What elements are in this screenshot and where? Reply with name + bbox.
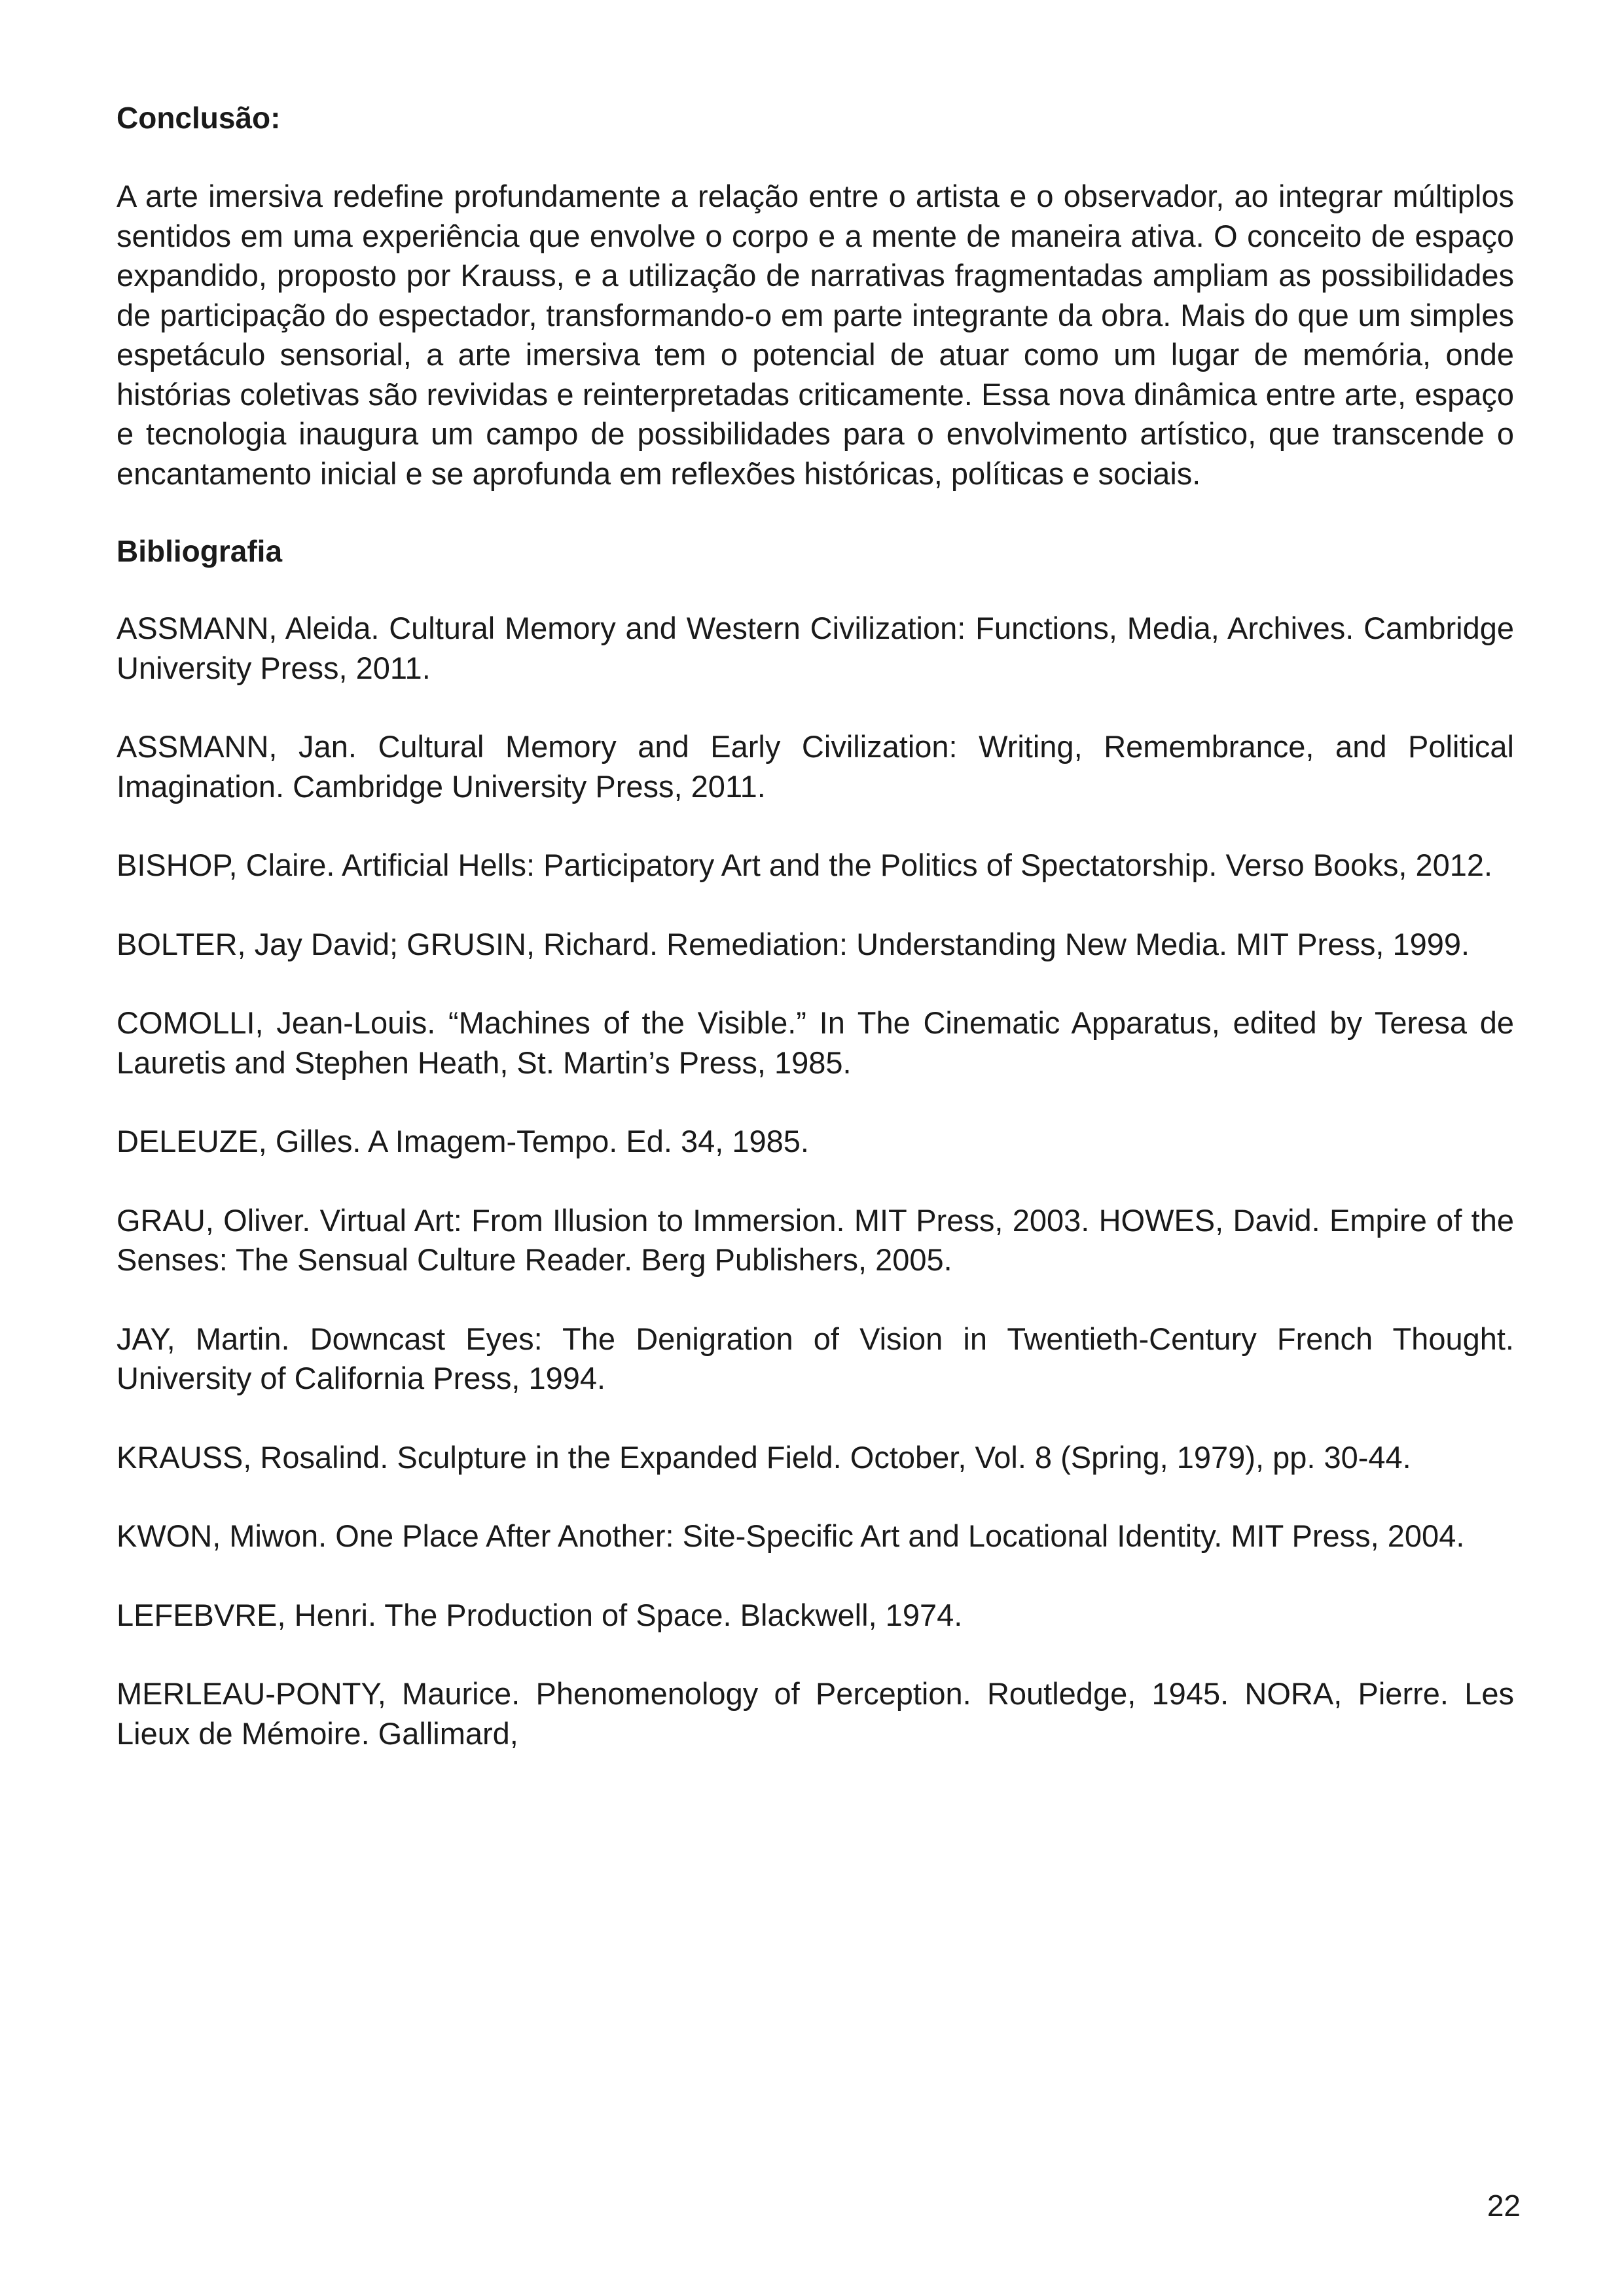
bibliography-entry-deleuze: DELEUZE, Gilles. A Imagem-Tempo. Ed. 34, 1985. (117, 1124, 809, 1158)
bibliography-entry-assmann-aleida: ASSMANN, Aleida. Cultural Memory and Western Civilization: Functions, Media, Archives. Cambridge University Press, 2011. (117, 611, 1514, 685)
bibliography-entry-grau-howes: GRAU, Oliver. Virtual Art: From Illusion to Immersion. MIT Press, 2003. HOWES, David. Empire of the Senses: The Sensual Culture Reader. Berg Publishers, 2005. (117, 1202, 1514, 1277)
conclusion-heading: Conclusão: (117, 101, 281, 135)
conclusion-paragraph: A arte imersiva redefine profundamente a relação entre o artista e o observador, ao integrar múltiplos sentidos em uma experiência que envolve o corpo e a mente de maneira ativa. O conceito de espaço expandido, proposto por Krauss, e a utilização de narrativas fragmentadas ampliam as possibilidades de participação do espectador, transformando-o em parte integrante da obra. Mais do que um simples espetáculo sensorial, a arte imersiva tem o potencial de atuar como um lugar de memória, onde histórias coletivas são revividas e reinterpretadas criticamente. Essa nova dinâmica entre arte, espaço e tecnologia inaugura um campo de possibilidades para o envolvimento artístico, que transcende o encantamento inicial e se aprofunda em reflexões históricas, políticas e sociais. (117, 179, 1514, 491)
bibliography-entry-bishop: BISHOP, Claire. Artificial Hells: Participatory Art and the Politics of Spectatorship. Verso Books, 2012. (117, 848, 1493, 882)
bibliography-entry-lefebvre: LEFEBVRE, Henri. The Production of Space. Blackwell, 1974. (117, 1597, 963, 1632)
bibliography-list (117, 609, 1514, 1753)
page-number: 22 (1487, 2189, 1521, 2223)
bibliography-heading: Bibliografia (117, 534, 283, 568)
bibliography-entry-merleau-ponty-nora: MERLEAU-PONTY, Maurice. Phenomenology of Perception. Routledge, 1945. NORA, Pierre. Les Lieux de Mémoire. Gallimard, (117, 1676, 1514, 1751)
bibliography-entry-bolter-grusin: BOLTER, Jay David; GRUSIN, Richard. Remediation: Understanding New Media. MIT Press, 1999. (117, 926, 1470, 961)
document-page (117, 98, 1514, 1793)
bibliography-entry-kwon: KWON, Miwon. One Place After Another: Site-Specific Art and Locational Identity. MIT Press, 2004. (117, 1518, 1465, 1553)
bibliography-entry-comolli: COMOLLI, Jean-Louis. “Machines of the Visible.” In The Cinematic Apparatus, edited by Teresa de Lauretis and Stephen Heath, St. Martin’s Press, 1985. (117, 1005, 1514, 1080)
bibliography-entry-assmann-jan: ASSMANN, Jan. Cultural Memory and Early Civilization: Writing, Remembrance, and Political Imagination. Cambridge University Press, 2011. (117, 729, 1514, 804)
bibliography-entry-krauss: KRAUSS, Rosalind. Sculpture in the Expanded Field. October, Vol. 8 (Spring, 1979), pp. 30-44. (117, 1439, 1411, 1475)
bibliography-entry-jay: JAY, Martin. Downcast Eyes: The Denigration of Vision in Twentieth-Century French Thought. University of California Press, 1994. (117, 1321, 1514, 1395)
